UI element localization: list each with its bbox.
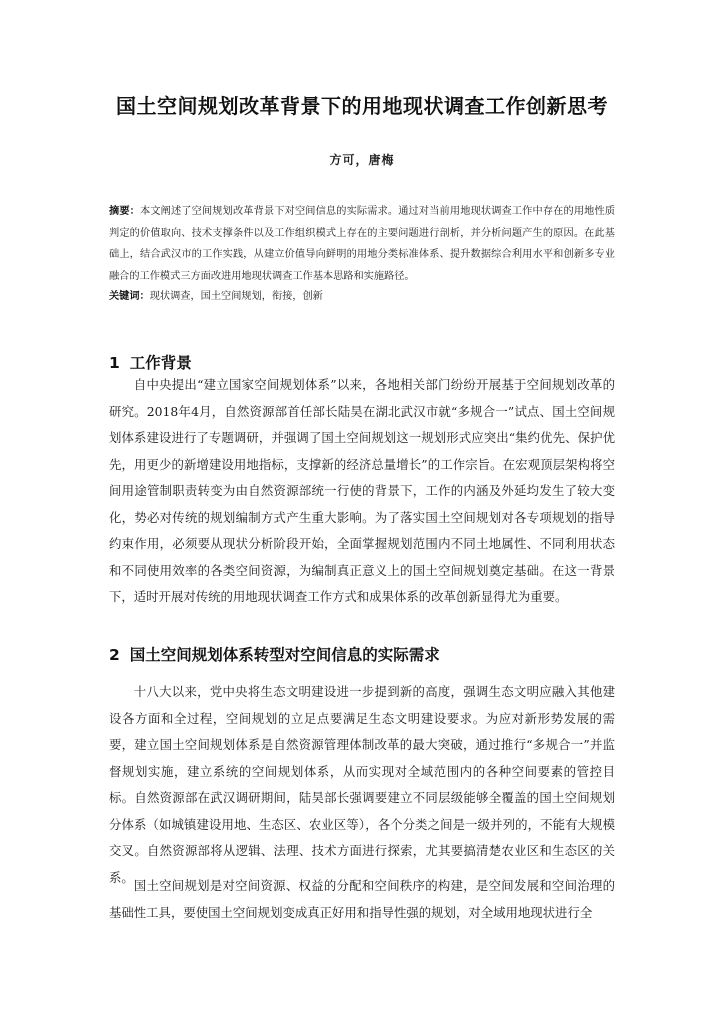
section-heading-1 xyxy=(109,351,192,373)
section-1-paragraph-1: 自中央提出“建立国家空间规划体系”以来，各地相关部门纷纷开展基于空间规划改革的研究。2018年4月，自然资源部首任部长陆昊在湖北武汉市就“多规合一”试点、国土空间规划体系建设进行了专题调研，并强调了国土空间规划这一规划形式应突出“集约优先、保护优先，用更少的新增建设用地指标，支撑新的经济总量增长”的工作宗旨。在宏观顶层架构将空间用途管制职责转变为由自然资源部统一行使的背景下，工作的内涵及外延均发生了较大变化，势必对传统的规划编制方式产生重大影响。为了落实国土空间规划对各专项规划的指导约束作用，必须要从现状分析阶段开始，全面掌握规划范围内不同土地属性、不同利用状态和不同使用效率的各类空间资源，为编制真正意义上的国土空间规划奠定基础。在这一背景下，适时开展对传统的用地现状调查工作方式和成果体系的改革创新显得尤为重要。 xyxy=(109,377,615,604)
abstract xyxy=(109,201,615,287)
section-2-paragraph-1: 十八大以来，党中央将生态文明建设进一步提到新的高度，强调生态文明应融入其他建设各方面和全过程，空间规划的立足点要满足生态文明建设要求。为应对新形势发展的需要，建立国土空间规划体系是自然资源管理体制改革的最大突破，通过推行“多规合一”并监督规划实施，建立系统的空间规划体系，从而实现对全域范围内的各种空间要素的管控目标。自然资源部在武汉调研期间，陆昊部长强调要建立不同层级能够全覆盖的国土空间规划分体系（如城镇建设用地、生态区、农业区等），各个分类之间是一级并列的，不能有大规模交叉。自然资源部将从逻辑、法理、技术方面进行探索，尤其要搞清楚农业区和生态区的关系。 xyxy=(109,684,615,885)
section-title: 工作背景 xyxy=(129,354,192,372)
keywords-label: 关键词： xyxy=(109,290,150,302)
section-title: 国土空间规划体系转型对空间信息的实际需求 xyxy=(129,646,440,664)
keywords xyxy=(109,286,615,307)
section-heading-2 xyxy=(109,643,440,665)
paper-title: 国土空间规划改革背景下的用地现状调查工作创新思考 xyxy=(116,94,608,118)
section-number: 1 xyxy=(109,354,120,372)
abstract-label: 摘要： xyxy=(109,205,140,217)
abstract-text: 本文阐述了空间规划改革背景下对空间信息的实际需求。通过对当前用地现状调查工作中存在的用地性质判定的价值取向、技术支撑条件以及工作组织模式上存在的主要问题进行剖析，并分析问题产生的原因。在此基础上，结合武汉市的工作实践，从建立价值导向鲜明的用地分类标准体系、提升数据综合利用水平和创新多专业融合的工作模式三方面改进用地现状调查工作基本思路和实施路径。 xyxy=(109,206,616,282)
section-2-paragraph-2: 国土空间规划是对空间资源、权益的分配和空间秩序的构建，是空间发展和空间治理的基础性工具，要使国土空间规划变成真正好用和指导性强的规划，对全域用地现状进行全 xyxy=(109,878,615,920)
paper-authors: 方可，唐梅 xyxy=(329,153,395,167)
keywords-text: 现状调查，国土空间规划，衔接，创新 xyxy=(149,291,323,302)
section-number: 2 xyxy=(109,646,120,664)
